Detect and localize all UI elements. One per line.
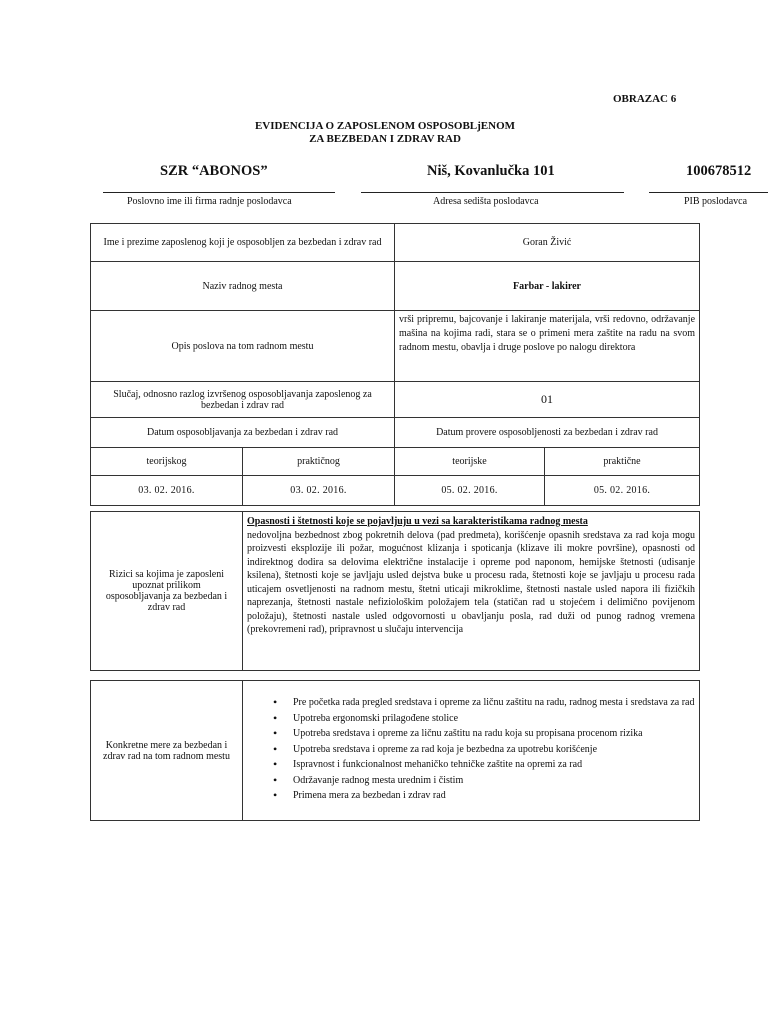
table-row bbox=[91, 382, 700, 418]
theory-training-date: 03. 02. 2016. bbox=[91, 476, 243, 506]
address-underline bbox=[361, 192, 624, 193]
employer-name-caption: Poslovno ime ili firma radnje poslodavca bbox=[127, 196, 292, 207]
spacer-row bbox=[91, 671, 700, 681]
measures-cell bbox=[243, 681, 700, 821]
job-description-label: Opis poslova na tom radnom mestu bbox=[91, 311, 395, 382]
measures-label: Konkretne mere za bezbedan i zdrav rad na tom radnom mestu bbox=[91, 681, 243, 821]
check-date-label: Datum provere osposobljenosti za bezbedan i zdrav rad bbox=[395, 418, 700, 448]
practical-check-date: 05. 02. 2016. bbox=[545, 476, 700, 506]
list-item: • Upotreba sredstava i opreme za ličnu zaštitu na radu koja su propisana procenom rizika bbox=[293, 726, 695, 742]
table-row bbox=[91, 262, 700, 311]
document-title bbox=[200, 120, 570, 146]
table-row bbox=[91, 476, 700, 506]
title-line-2: ZA BEZBEDAN I ZDRAV RAD bbox=[309, 133, 461, 145]
table-row bbox=[91, 311, 700, 382]
practical-training-header: praktičnog bbox=[243, 448, 395, 476]
job-description-value: vrši pripremu, bajcovanje i lakiranje materijala, vrši redovno, održavanje mašina na kojima radi, stara se o primeni mera zaštite na radu na svom radnom mestu, obavlja i druge poslove po nalogu direktora bbox=[395, 311, 700, 382]
table-row bbox=[91, 224, 700, 262]
employer-pib-caption: PIB poslodavca bbox=[684, 196, 748, 207]
training-reason-value: 01 bbox=[395, 382, 700, 418]
list-item: • Održavanje radnog mesta urednim i čistim bbox=[293, 773, 695, 789]
risks-cell bbox=[243, 512, 700, 671]
theory-check-header: teorijske bbox=[395, 448, 545, 476]
employer-pib: 100678512 bbox=[686, 163, 752, 179]
measures-list bbox=[247, 695, 695, 804]
risks-text: nedovoljna bezbednost zbog pokretnih delova (pad predmeta), korišćenje opasnih sredstava za rad koja mogu proizvesti eksplozije ili požar, mogućnost klizanja i spoticanja (klizave ili mokre površine), opasnosti od indirektnog dodira sa delovima električne instalacije i opreme pod naponom, hemijske štetnosti (udisanje ksilena), štetnosti koje se javljaju usled dejstva buke u procesu rada, štetnosti koje se javljaju u procesu rada uticajem osvetljenosti na radnom mestu, štetni uticaji mikroklime, štetnosti nastale usled napora ili fizičkih naprezanja, štetnosti nastale nefiziološkim položajem tela (statičan rad u stojećem i delimično povijenom položaju), štetnosti nastale usled odgovornosti u obavljanju posla, rad duži od punog radnog vremena (prekovremeni rad), pripravnost u slučaju intervencija bbox=[247, 529, 696, 635]
table-row bbox=[91, 418, 700, 448]
table-row bbox=[91, 448, 700, 476]
list-item: • Pre početka rada pregled sredstava i opreme za ličnu zaštitu na radu, radnog mesta i sredstava za rad bbox=[293, 695, 695, 711]
practical-training-date: 03. 02. 2016. bbox=[243, 476, 395, 506]
employer-name: SZR “ABONOS” bbox=[160, 163, 268, 179]
pib-underline bbox=[649, 192, 768, 193]
table-row bbox=[91, 512, 700, 671]
training-date-label: Datum osposobljavanja za bezbedan i zdrav rad bbox=[91, 418, 395, 448]
position-value: Farbar - lakirer bbox=[395, 262, 700, 311]
theory-training-header: teorijskog bbox=[91, 448, 243, 476]
list-item: • Primena mera za bezbedan i zdrav rad bbox=[293, 788, 695, 804]
table-row bbox=[91, 681, 700, 821]
risks-label: Rizici sa kojima je zaposleni upoznat prilikom osposobljavanja za bezbedan i zdrav rad bbox=[91, 512, 243, 671]
employer-address-caption: Adresa sedišta poslodavca bbox=[433, 196, 539, 207]
list-item: • Upotreba sredstava i opreme za rad koja je bezbedna za upotrebu korišćenje bbox=[293, 742, 695, 758]
list-item: • Ispravnost i funkcionalnost mehaničko tehničke zaštite na opremi za rad bbox=[293, 757, 695, 773]
practical-check-header: praktične bbox=[545, 448, 700, 476]
name-underline bbox=[103, 192, 335, 193]
training-reason-label: Slučaj, odnosno razlog izvršenog osposobljavanja zaposlenog za bezbedan i zdrav rad bbox=[91, 382, 395, 418]
spacer-cell bbox=[91, 671, 700, 681]
form-number: OBRAZAC 6 bbox=[613, 93, 677, 105]
employee-name: Goran Živić bbox=[395, 224, 700, 262]
position-label: Naziv radnog mesta bbox=[91, 262, 395, 311]
title-line-1: EVIDENCIJA O ZAPOSLENOM OSPOSOBLjENOM bbox=[254, 120, 516, 132]
employer-address: Niš, Kovanlučka 101 bbox=[427, 163, 555, 179]
theory-check-date: 05. 02. 2016. bbox=[395, 476, 545, 506]
training-record-table bbox=[90, 223, 700, 821]
employee-label: Ime i prezime zaposlenog koji je osposobljen za bezbedan i zdrav rad bbox=[91, 224, 395, 262]
risks-title: Opasnosti i štetnosti koje se pojavljuju u vezi sa karakteristikama radnog mesta bbox=[247, 516, 588, 527]
list-item: • Upotreba ergonomski prilagođene stolice bbox=[293, 711, 695, 727]
